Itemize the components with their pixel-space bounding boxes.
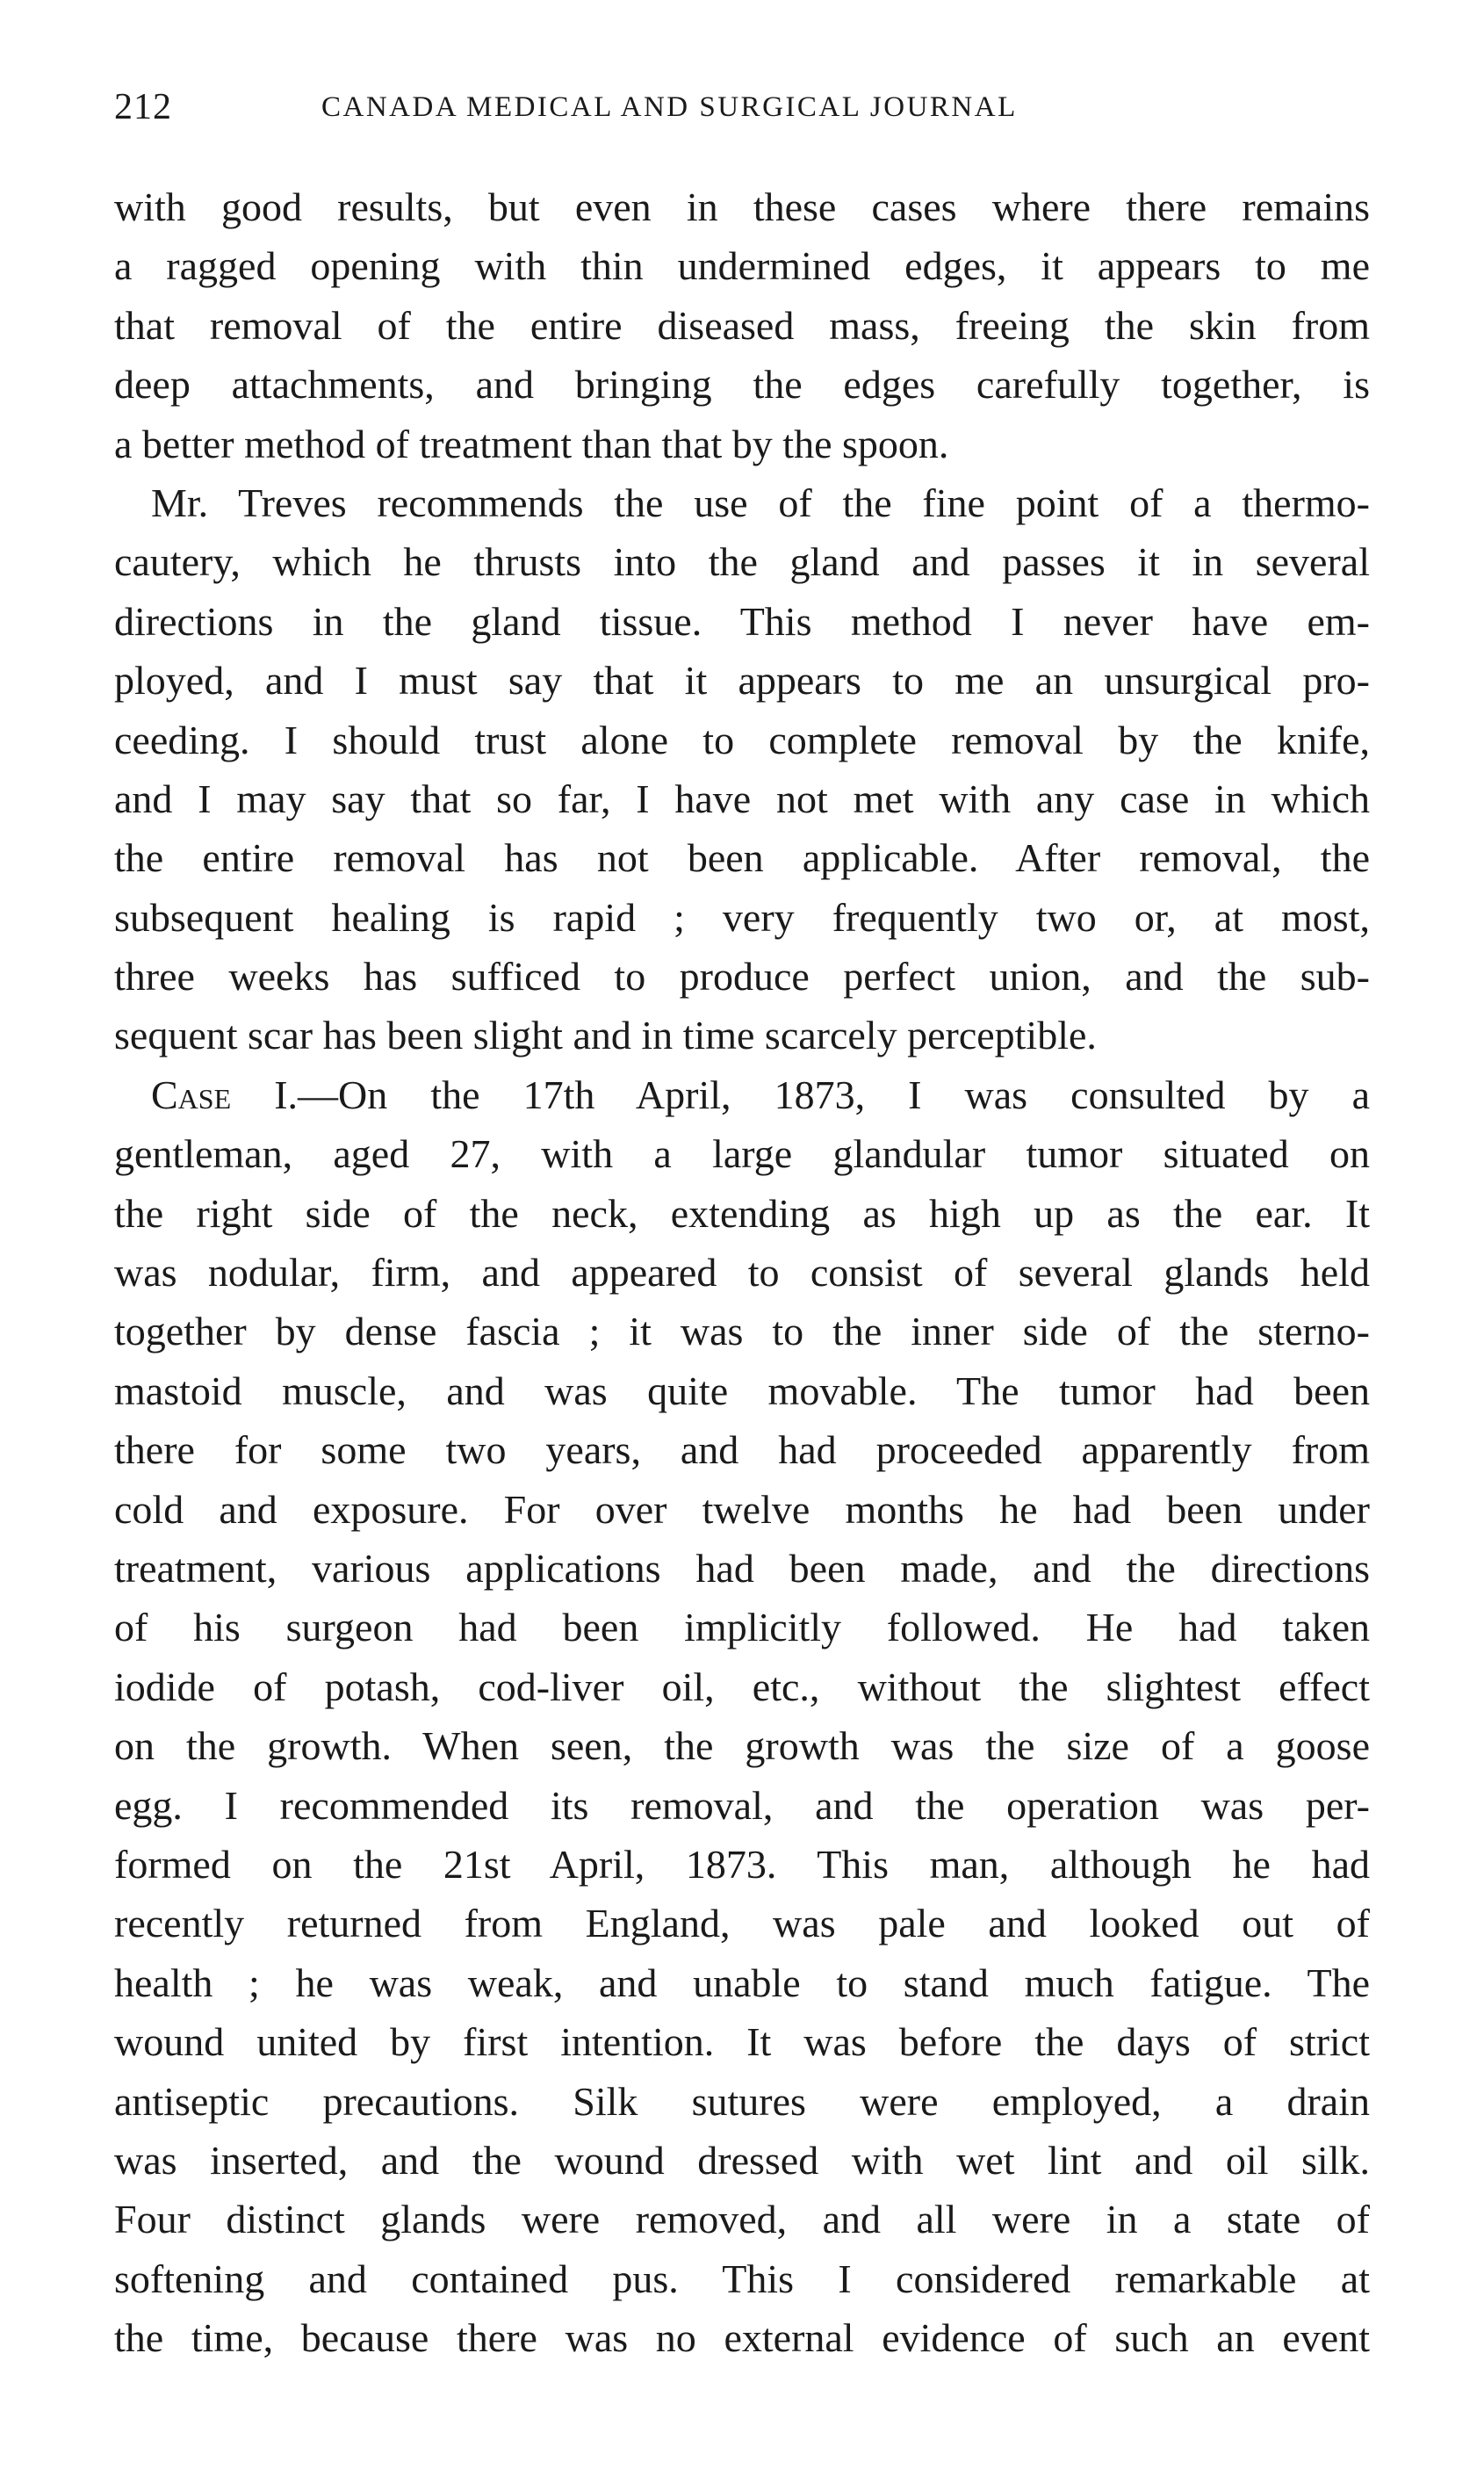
paragraph-2 (114, 473, 1370, 1065)
text-line: softening and contained pus. This I considered remarkable at (114, 2256, 1370, 2301)
text-line: on the growth. When seen, the growth was the size of a goose (114, 1723, 1370, 1769)
text-line: gentleman, aged 27, with a large glandular tumor situated on (114, 1131, 1370, 1177)
text-line: a ragged opening with thin undermined edges, it appears to me (114, 243, 1370, 289)
text-line: iodide of potash, cod-liver oil, etc., without the slightest effect (114, 1664, 1370, 1709)
text-line: a better method of treatment than that by the spoon. (114, 421, 949, 466)
text-line: together by dense fascia ; it was to the inner side of the sterno- (114, 1309, 1370, 1354)
text-line: ceeding. I should trust alone to complete removal by the knife, (114, 717, 1370, 762)
text-line: subsequent healing is rapid ; very frequently two or, at most, (114, 894, 1370, 940)
text-line: with good results, but even in these cases where there remains (114, 184, 1370, 229)
text-line: Four distinct glands were removed, and all were in a state of (114, 2197, 1370, 2242)
text-line: was inserted, and the wound dressed with wet lint and oil silk. (114, 2137, 1370, 2183)
text-line: three weeks has sufficed to produce perfect union, and the sub- (114, 954, 1370, 1000)
text-line: sequent scar has been slight and in time scarcely perceptible. (114, 1013, 1097, 1058)
text-line: egg. I recommended its removal, and the operation was per- (114, 1782, 1370, 1828)
text-line: directions in the gland tissue. This method I never have em- (114, 598, 1370, 644)
text-line: Mr. Treves recommends the use of the fine point of a thermo- (151, 480, 1370, 525)
text-line: recently returned from England, was pale and looked out of (114, 1901, 1370, 1946)
text-line: formed on the 21st April, 1873. This man, although he had (114, 1841, 1370, 1887)
text-line: was nodular, firm, and appeared to consist of several glands held (114, 1250, 1370, 1296)
text-line: of his surgeon had been implicitly followed. He had taken (114, 1605, 1370, 1650)
text-line: the time, because there was no external evidence of such an event (114, 2315, 1370, 2361)
text-line: antiseptic precautions. Silk sutures were employed, a drain (114, 2078, 1370, 2124)
text-line: the right side of the neck, extending as high up as the ear. It (114, 1190, 1370, 1236)
text-line: mastoid muscle, and was quite movable. The tumor had been (114, 1368, 1370, 1413)
case-line-text: —On the 17th April, 1873, I was consulted by a (298, 1072, 1370, 1117)
article-body (114, 177, 1370, 2367)
paragraph-3 (114, 1065, 1370, 2368)
journal-title: CANADA MEDICAL AND SURGICAL JOURNAL (321, 91, 1018, 123)
text-line: health ; he was weak, and unable to stand much fatigue. The (114, 1960, 1370, 2005)
paragraph-1 (114, 177, 1370, 473)
text-line: ployed, and I must say that it appears to me an unsurgical pro- (114, 658, 1370, 704)
text-line (114, 1065, 1370, 1124)
case-label: Case I. (151, 1072, 299, 1117)
text-line: treatment, various applications had been made, and the directions (114, 1545, 1370, 1591)
text-line: cold and exposure. For over twelve months he had been under (114, 1486, 1370, 1532)
page-number: 212 (114, 87, 172, 127)
text-line: the entire removal has not been applicable. After removal, the (114, 835, 1370, 881)
text-line: and I may say that so far, I have not met with any case in which (114, 776, 1370, 821)
text-line: deep attachments, and bringing the edges carefully together, is (114, 362, 1370, 408)
running-head (114, 81, 1370, 134)
text-line: cautery, which he thrusts into the gland and passes it in several (114, 539, 1370, 585)
text-line: there for some two years, and had proceeded apparently from (114, 1427, 1370, 1473)
text-line: wound united by first intention. It was before the days of strict (114, 2019, 1370, 2065)
text-line: that removal of the entire diseased mass, freeing the skin from (114, 302, 1370, 348)
